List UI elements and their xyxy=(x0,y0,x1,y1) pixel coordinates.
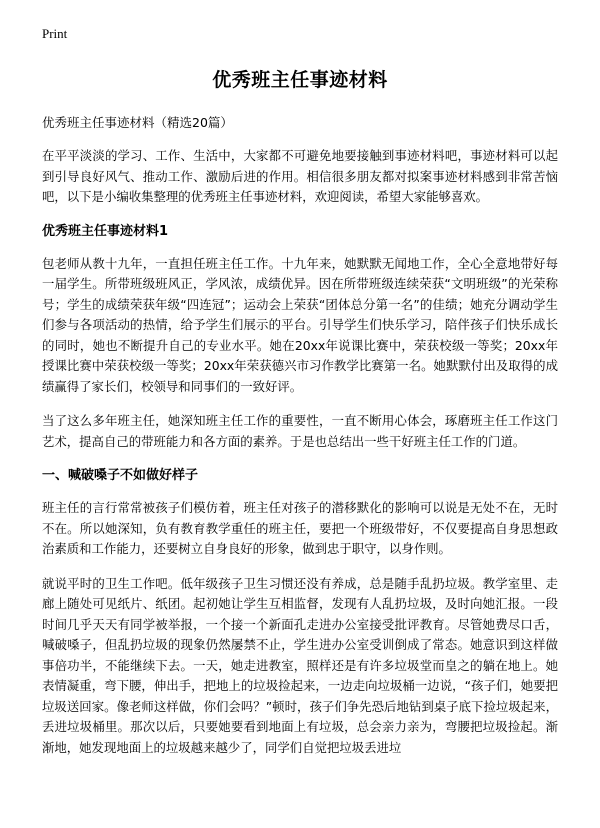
paragraph-bao-teacher: 包老师从教十九年，一直担任班主任工作。十九年来，她默默无闻地工作，全心全意地带好每一届学生。所带班级班风正，学风浓，成绩优异。因在所带班级连续荣获“文明班级”的光荣称号；学生的成绩荣获年级“四连冠”；运动会上荣获“团体总分第一名”的佳绩；她充分调动学生们参与各项活动的热情，给予学生们展示的平台。引导学生们快乐学习，陪伴孩子们快乐成长的同时，她也不断提升自己的专业水平。她在20xx年说课比赛中，荣获校级一等奖；20xx年授课比赛中荣获校级一等奖；20xx年荣获德兴市习作教学比赛第一名。她默默付出及取得的成绩赢得了家长们，校领导和同事们的一致好评。 xyxy=(42,255,558,394)
heading-material-1: 优秀班主任事迹材料1 xyxy=(42,223,169,239)
heading-section-one: 一、喊破嗓子不如做好样子 xyxy=(42,468,199,483)
page-title: 优秀班主任事迹材料 xyxy=(212,69,388,91)
intro-paragraph: 在平平淡淡的学习、工作、生活中，大家都不可避免地要接触到事迹材料吧，事迹材料可以起到引导良好风气、推动工作、激励后进的作用。相信很多朋友都对拟案事迹材料感到非常苦恼吧，以下是小编收集整理的优秀班主任事迹材料，欢迎阅读，希望大家能够喜欢。 xyxy=(42,148,558,204)
paragraph-role-model: 班主任的言行常常被孩子们模仿着，班主任对孩子的潜移默化的影响可以说是无处不在，无时不在。所以她深知，负有教育教学重任的班主任，要把一个班级带好，不仅要提高自身思想政治素质和工作能力，还要树立自身良好的形象，做到忠于职守，以身作则。 xyxy=(42,500,558,556)
print-button[interactable]: Print xyxy=(42,26,68,41)
document-subtitle: 优秀班主任事迹材料（精选20篇） xyxy=(42,115,233,130)
paragraph-hygiene-story: 就说平时的卫生工作吧。低年级孩子卫生习惯还没有养成，总是随手乱扔垃圾。教学室里、走廊上随处可见纸片、纸团。起初她让学生互相监督，发现有人乱扔垃圾，及时向她汇报。一段时间几乎天天有同学被举报，一个接一个新面孔走进办公室接受批评教育。尽管她费尽口舌，喊破嗓子，但乱扔垃圾的现象仍然屡禁不止，学生进办公室受训倒成了常态。她意识到这样做事倍功半，不能继续下去。一天，她走进教室，照样还是有许多垃圾堂而皇之的躺在地上。她表情凝重，弯下腰，伸出手，把地上的垃圾捡起来，一边走向垃圾桶一边说，“孩子们，她要把垃圾送回家。像老师这样做，你们会吗？”顿时，孩子们争先恐后地钻到桌子底下捡垃圾起来，丢进垃圾桶里。那次以后，只要她要看到地面上有垃圾，总会亲力亲为，弯腰把垃圾捡起。渐渐地，她发现地面上的垃圾越来越少了，同学们自觉把垃圾丢进垃 xyxy=(42,575,558,755)
paragraph-experience: 当了这么多年班主任，她深知班主任工作的重要性，一直不断用心体会，琢磨班主任工作这门艺术，提高自己的带班能力和各方面的素养。于是也总结出一些干好班主任工作的门道。 xyxy=(42,413,558,449)
